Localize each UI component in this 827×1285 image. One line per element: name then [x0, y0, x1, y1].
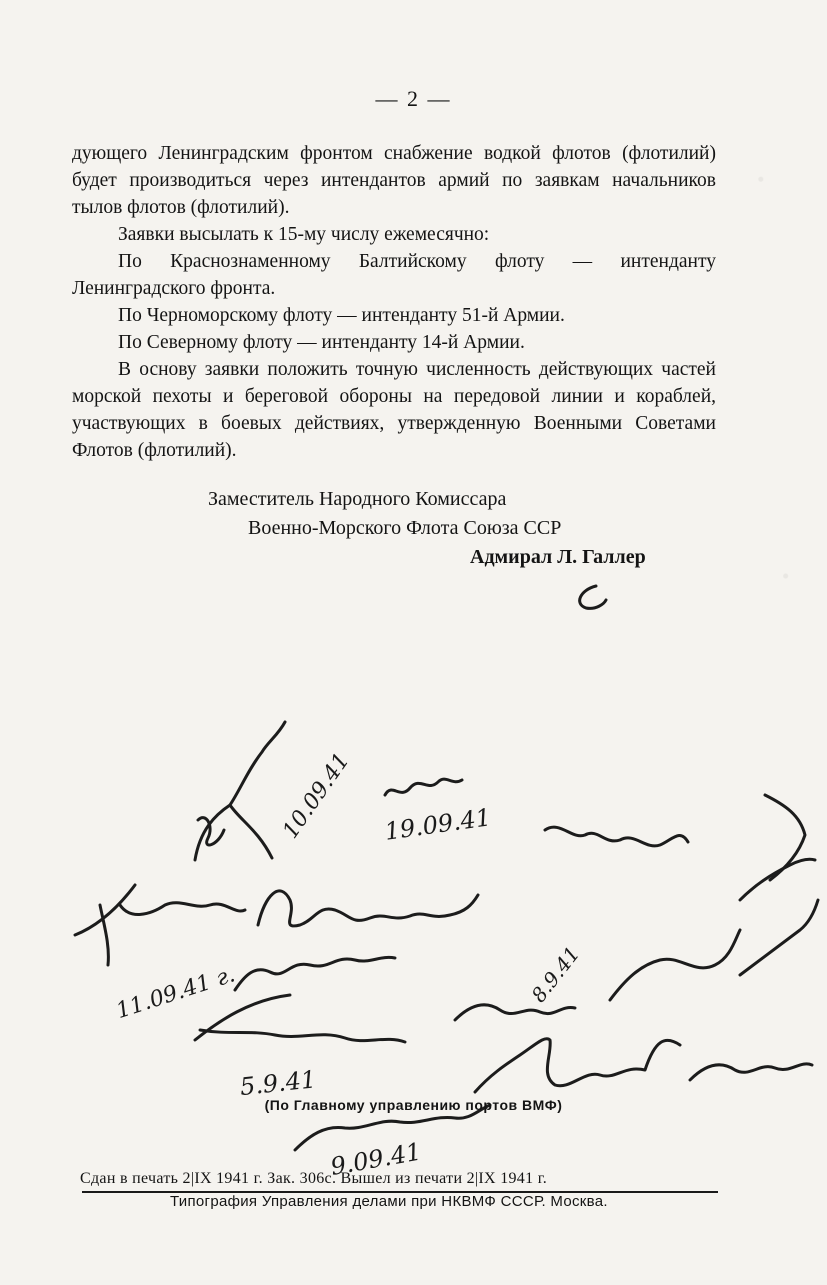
handwritten-date: 10.09.41	[278, 748, 355, 844]
paragraph: В основу заявки положить точную численность действующих частей морской пехоты и береговой обороны на передовой линии и кораблей, участвующих в боевых действиях, утвержденную Военными Советами Флотов (флотилий).	[72, 359, 716, 461]
handwritten-date: 11.09.41 г.	[113, 962, 239, 1025]
handwritten-date: 19.09.41	[382, 803, 493, 846]
signature-scribble	[195, 995, 405, 1042]
signature-scribble	[385, 779, 462, 795]
signature-scribble	[610, 930, 740, 1000]
signature-scribble	[690, 1064, 812, 1080]
handwritten-date: 5.9.41	[238, 1065, 318, 1102]
signature-scribble	[258, 891, 478, 926]
signature-scribble	[580, 586, 606, 608]
signature-scribble	[475, 1039, 680, 1092]
routing-note: (По Главному управлению портов ВМФ)	[264, 1097, 563, 1113]
paragraph: Заявки высылать к 15-му числу ежемесячно:	[118, 224, 490, 245]
signature-scribble	[235, 957, 395, 990]
signature-scribble	[75, 885, 245, 965]
signatory-name: Адмирал Л. Галлер	[470, 546, 646, 568]
paragraph: дующего Ленинградским фронтом снабжение водкой флотов (флотилий) будет производиться через интендантов армий по заявкам начальников тылов флотов (флотилий).	[72, 143, 716, 218]
paragraph: По Северному флоту — интенданту 14-й Армии.	[118, 332, 525, 353]
signatory-department: Военно-Морского Флота Союза ССР	[248, 517, 562, 539]
page-number: — 2 —	[375, 86, 452, 111]
paragraph: По Краснознаменному Балтийскому флоту — интенданту Ленинградского фронта.	[72, 251, 716, 299]
signature-scribble	[455, 1005, 575, 1020]
print-imprint-line: Сдан в печать 2|IX 1941 г. Зак. 306с. Вышел из печати 2|IX 1941 г.	[80, 1170, 548, 1187]
paragraph: По Черноморскому флоту — интенданту 51-й Армии.	[118, 305, 565, 326]
signature-scribble	[740, 900, 818, 975]
signature-scribble	[740, 859, 815, 900]
printing-house: Типография Управления делами при НКВМФ СССР. Москва.	[170, 1193, 608, 1210]
handwritten-date: 8.9.41	[526, 941, 585, 1007]
handwritten-date: 9.09.41	[328, 1137, 424, 1181]
signatory-title: Заместитель Народного Комиссара	[208, 488, 507, 510]
signature-scribble	[545, 827, 688, 846]
